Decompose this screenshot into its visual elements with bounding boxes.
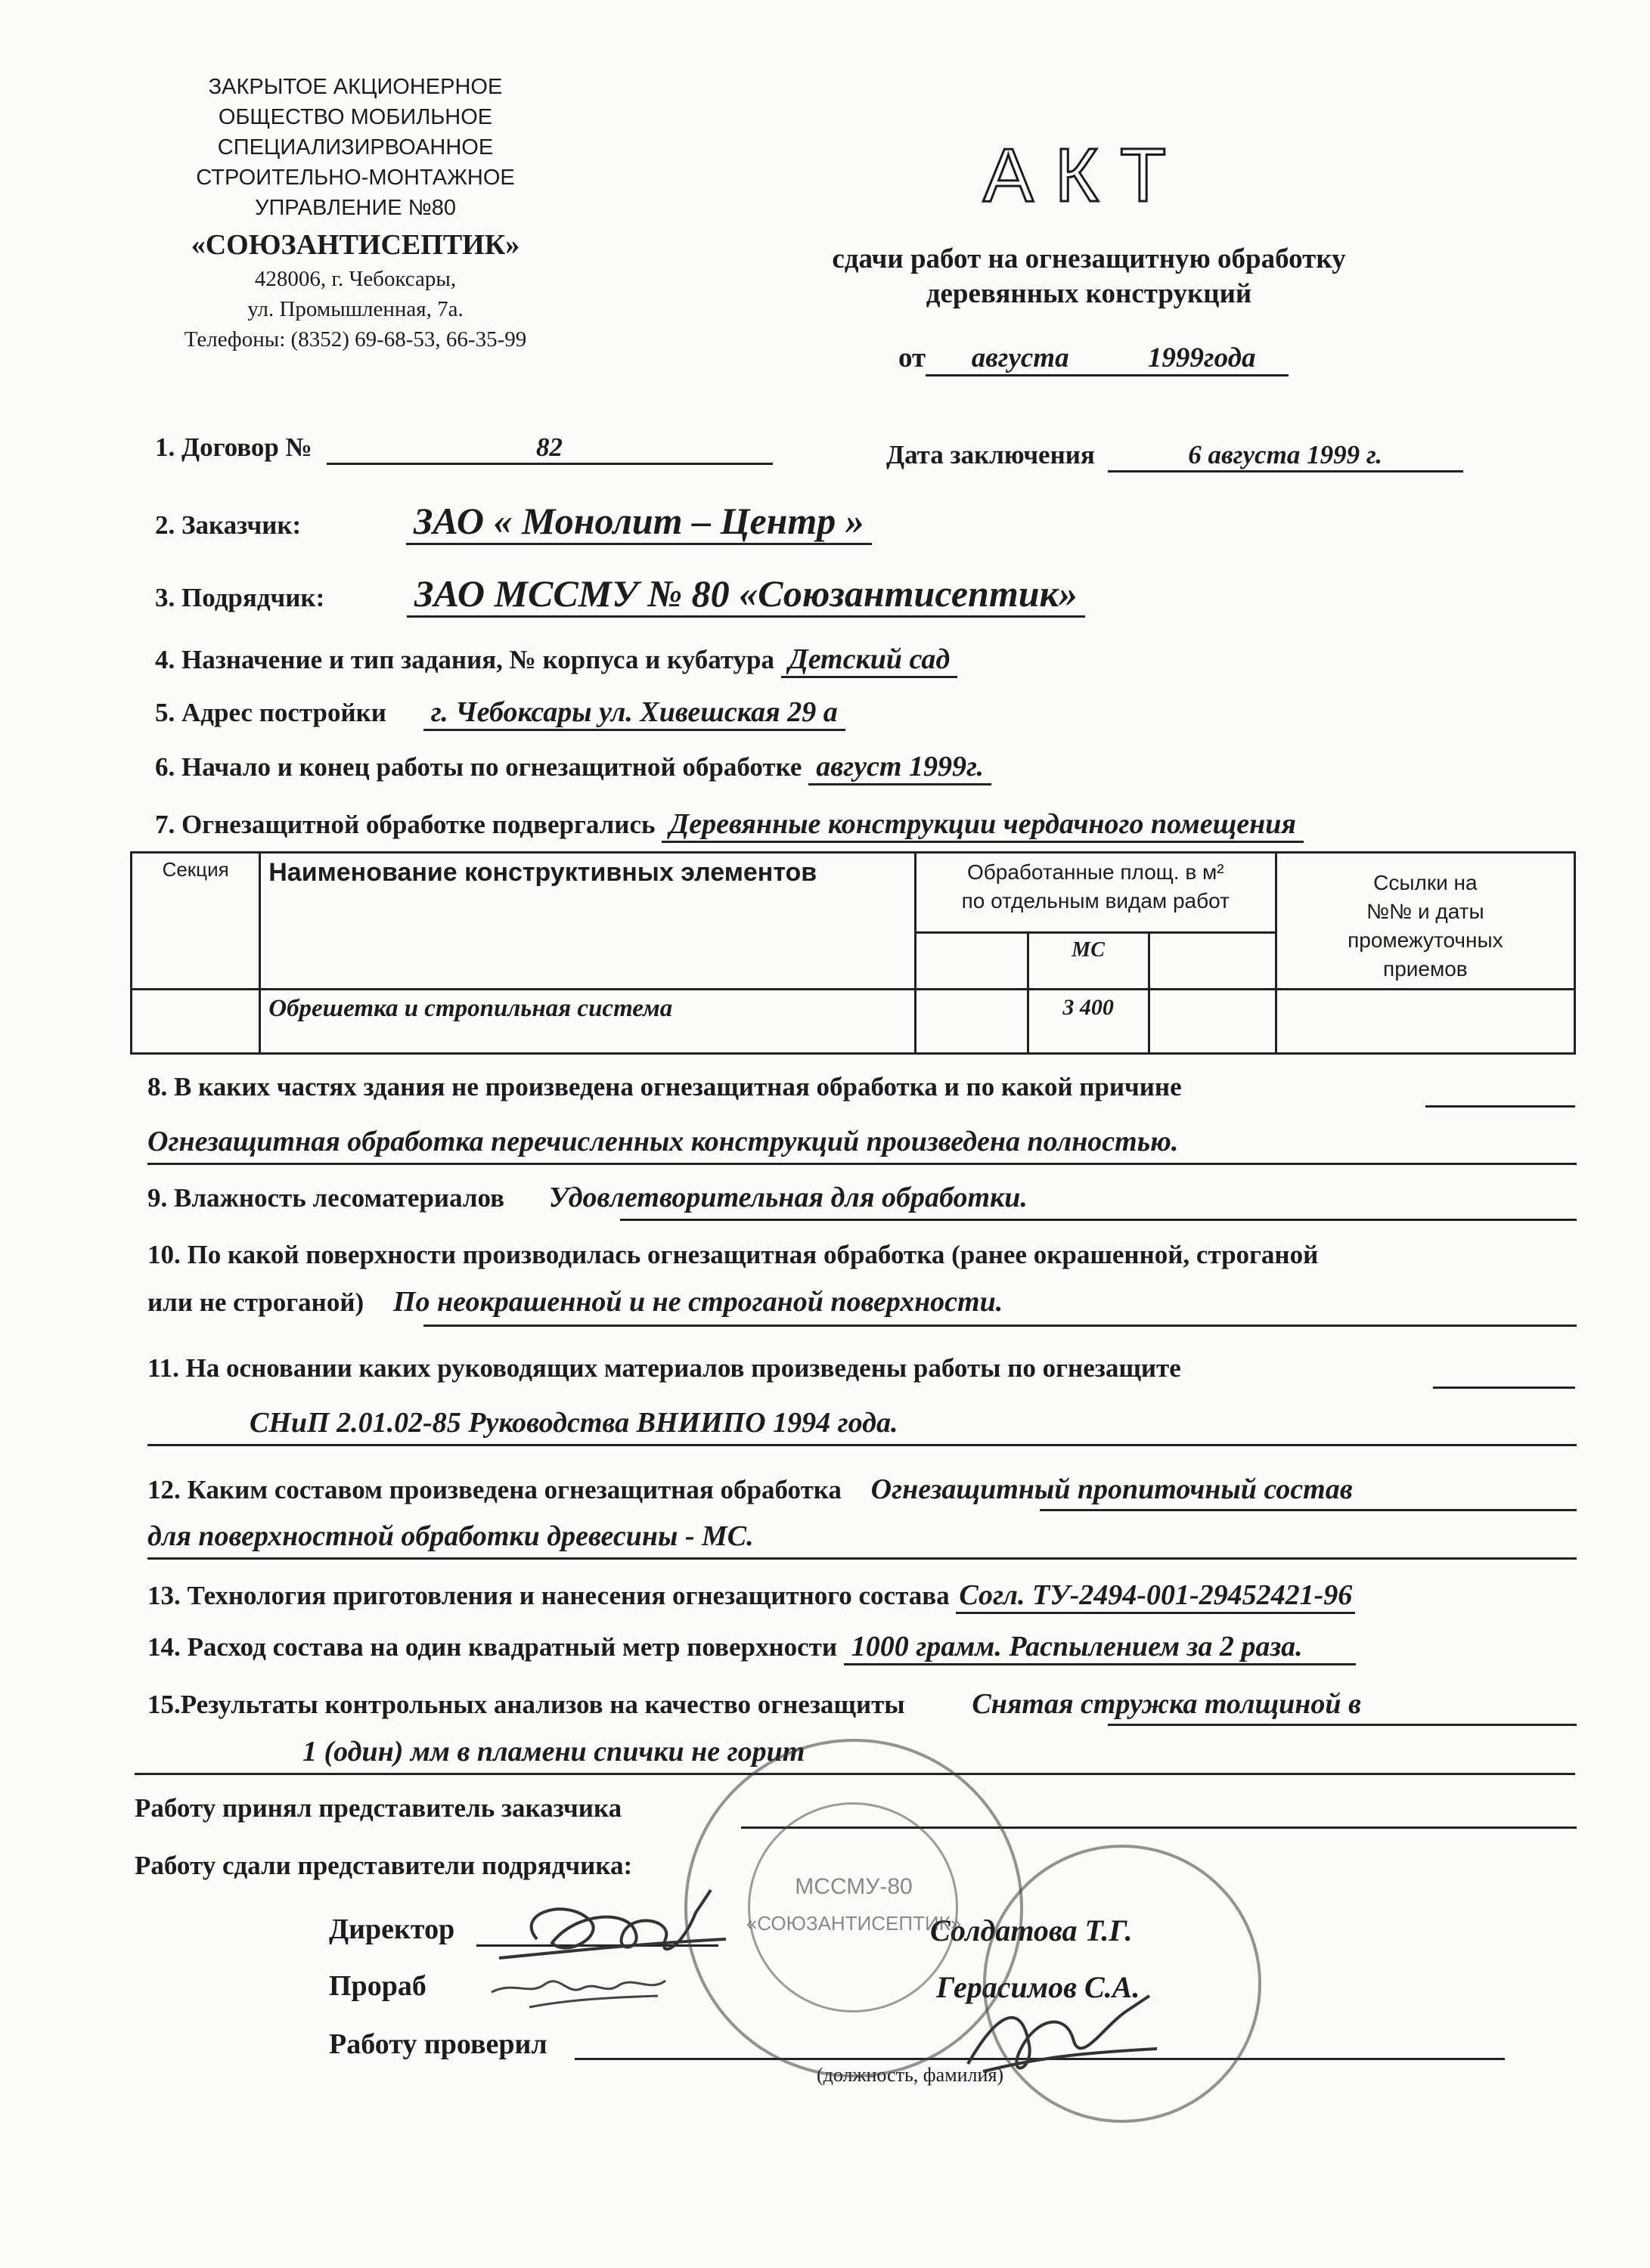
field-results-value: Снятая стружка толщиной в: [972, 1688, 1361, 1720]
row-empty-2: [1149, 990, 1276, 1054]
field-contract-date: [886, 440, 1463, 472]
row-section: [132, 990, 260, 1054]
rule-composition-2: [147, 1557, 1577, 1560]
field-moisture: [147, 1181, 1028, 1214]
rule-results: [1108, 1724, 1577, 1726]
foreman-label: Прораб: [329, 1970, 426, 2002]
field-purpose: [155, 643, 957, 678]
signature-customer: [135, 1793, 622, 1823]
sender-block: [151, 72, 560, 355]
field-consumption-label: 14. Расход состава на один квадратный метр поверхности: [147, 1632, 837, 1662]
field-surface-label: 10. По какой поверхности производилась огнезащитная обработка (ранее окрашенной, строганой: [147, 1240, 1319, 1269]
col-section: Секция: [132, 853, 260, 990]
field-address-label: 5. Адрес постройки: [155, 698, 386, 727]
col-refs: [1276, 853, 1574, 990]
field-treated-label: 7. Огнезащитной обработке подвергались: [155, 810, 656, 839]
field-surface: [147, 1240, 1318, 1270]
foreman-name: Герасимов С.А.: [936, 1970, 1140, 2004]
field-customer-value: ЗАО « Монолит – Центр »: [406, 499, 872, 545]
field-results-label: 15.Результаты контрольных анализов на качество огнезащиты: [147, 1690, 905, 1719]
field-untreated-value: Огнезащитная обработка перечисленных конструкций произведена полностью.: [147, 1126, 1179, 1157]
doc-title: АКТ: [983, 133, 1188, 218]
sender-line-5: УПРАВЛЕНИЕ №80: [255, 196, 456, 220]
position-hint: (должность, фамилия): [817, 2064, 1004, 2086]
organization-stamp: [684, 1739, 1023, 2077]
sender-line-4: СТРОИТЕЛЬНО-МОНТАЖНОЕ: [196, 166, 515, 190]
field-regulations-answer: [250, 1406, 898, 1439]
col-refs-line-1: Ссылки на: [1373, 871, 1478, 894]
field-regulations-label: 11. На основании каких руководящих материалов произведены работы по огнезащите: [147, 1353, 1181, 1383]
field-results-value-2: 1 (один) мм в пламени спички не горит: [302, 1736, 805, 1768]
doc-subtitle-1: сдачи работ на огнезащитную обработку: [832, 243, 1346, 274]
field-results: [147, 1687, 1361, 1721]
field-composition-value-2: для поверхностной обработки древесины - МС.: [147, 1520, 754, 1552]
field-technology-value: Согл. ТУ-2494-001-29452421-96: [956, 1579, 1355, 1614]
sender-line-3: СПЕЦИАЛИЗИРВОАННОЕ: [217, 135, 494, 160]
col-refs-line-2: №№ и даты: [1366, 900, 1484, 923]
stamp-inner-ring: [748, 1802, 958, 2012]
field-consumption: [147, 1630, 1356, 1665]
field-customer: [155, 499, 872, 545]
sub-col-empty-2: [1149, 933, 1276, 990]
rule-moisture: [620, 1219, 1577, 1221]
signature-contractor-label: Работу сдали представители подрядчика:: [135, 1851, 633, 1880]
row-ms-value: 3 400: [1028, 990, 1149, 1054]
field-moisture-label: 9. Влажность лесоматериалов: [147, 1183, 505, 1213]
field-treated: [155, 807, 1304, 843]
field-technology-label: 13. Технология приготовления и нанесения огнезащитного состава: [147, 1581, 950, 1610]
sender-phones: Телефоны: (8352) 69-68-53, 66-35-99: [184, 327, 527, 352]
col-refs-line-3: промежуточных: [1348, 928, 1503, 952]
field-contract-value: 82: [327, 432, 773, 465]
field-composition: [147, 1473, 1353, 1506]
field-surface-value: По неокрашенной и не строганой поверхности.: [392, 1286, 1003, 1318]
field-contractor: [155, 572, 1085, 618]
director-label: Директор: [329, 1913, 455, 1945]
field-untreated-label: 8. В каких частях здания не произведена огнезащитная обработка и по какой причине: [147, 1072, 1182, 1101]
rule-untreated-answer: [147, 1163, 1577, 1165]
inspection-stamp: [983, 1845, 1261, 2123]
field-contractor-label: 3. Подрядчик:: [155, 583, 325, 612]
table-row: [132, 990, 1575, 1054]
col-area: [915, 853, 1276, 933]
sender-address-2: ул. Промышленная, 7а.: [247, 297, 464, 321]
field-address: [155, 696, 845, 731]
stamp-ring-text: «СОЮЗАНТИСЕПТИК»: [746, 1912, 962, 1935]
field-consumption-value: 1000 грамм. Распылением за 2 раза.: [844, 1630, 1356, 1665]
field-purpose-label: 4. Назначение и тип задания, № корпуса и кубатура: [155, 645, 774, 674]
doc-subtitle: [802, 242, 1376, 311]
row-element-name: Обрешетка и стропильная система: [260, 990, 916, 1054]
field-moisture-value: Удовлетворительная для обработки.: [548, 1182, 1028, 1213]
doc-date-prefix: от: [898, 342, 926, 373]
sub-col-ms: МС: [1028, 933, 1149, 990]
field-treated-value: Деревянные конструкции чердачного помещения: [662, 807, 1304, 843]
doc-date: [898, 342, 1289, 376]
sender-line-2: ОБЩЕСТВО МОБИЛЬНОЕ: [218, 105, 493, 129]
field-untreated-answer: [147, 1125, 1178, 1158]
field-technology: [147, 1579, 1355, 1614]
field-regulations: [147, 1353, 1181, 1383]
field-contract-date-value: 6 августа 1999 г.: [1108, 440, 1463, 472]
rule-untreated: [1425, 1105, 1575, 1108]
field-contract-label: 1. Договор №: [155, 432, 312, 462]
col-area-line-1: Обработанные площ. в м²: [966, 860, 1224, 884]
doc-date-month: августа: [926, 342, 1115, 376]
row-empty-1: [915, 990, 1028, 1054]
signature-customer-label: Работу принял представитель заказчика: [135, 1793, 622, 1823]
stamp-center-text: МССМУ-80: [795, 1874, 913, 1899]
field-contract: [155, 432, 773, 465]
sender-name: «СОЮЗАНТИСЕПТИК»: [191, 229, 520, 261]
sender-address-1: 428006, г. Чебоксары,: [254, 267, 457, 291]
checked-label: Работу проверил: [329, 2028, 547, 2060]
row-refs: [1276, 990, 1574, 1054]
field-customer-label: 2. Заказчик:: [155, 510, 302, 540]
rule-regulations: [1433, 1387, 1575, 1389]
field-surface-2: [147, 1285, 1003, 1318]
field-period-label: 6. Начало и конец работы по огнезащитной обработке: [155, 752, 802, 782]
rule-composition: [1040, 1509, 1577, 1511]
signature-foreman: [329, 1969, 426, 2003]
field-results-2: [302, 1735, 805, 1768]
field-composition-label: 12. Каким составом произведена огнезащитная обработка: [147, 1475, 842, 1504]
field-composition-2: [147, 1520, 754, 1553]
field-period-value: август 1999г.: [808, 750, 991, 785]
field-untreated: [147, 1072, 1182, 1102]
field-purpose-value: Детский сад: [781, 643, 958, 678]
foreman-signature-icon: [484, 1950, 681, 2019]
col-area-line-2: по отдельным видам работ: [961, 889, 1230, 912]
works-table: [130, 851, 1576, 1055]
field-address-value: г. Чебоксары ул. Хивешская 29 а: [423, 696, 845, 731]
field-contractor-value: ЗАО МССМУ № 80 «Союзантисептик»: [407, 572, 1085, 618]
field-regulations-value: СНиП 2.01.02-85 Руководства ВНИИПО 1994 года.: [250, 1407, 898, 1439]
sender-line-1: ЗАКРЫТОЕ АКЦИОНЕРНОЕ: [208, 75, 503, 99]
doc-date-year: 1999года: [1115, 342, 1289, 376]
field-contract-date-label: Дата заключения: [886, 440, 1095, 469]
rule-regulations-answer: [147, 1444, 1577, 1446]
doc-subtitle-2: деревянных конструкций: [926, 278, 1252, 309]
col-refs-line-4: приемов: [1383, 957, 1468, 981]
col-element-name: Наименование конструктивных элементов: [260, 853, 916, 990]
rule-surface: [423, 1325, 1577, 1327]
field-period: [155, 750, 991, 785]
signature-director: [329, 1913, 454, 1946]
field-composition-value: Огнезащитный пропиточный состав: [870, 1473, 1353, 1505]
sub-col-empty-1: [915, 933, 1028, 990]
field-surface-label-2: или не строганой): [147, 1287, 364, 1317]
director-name: Солдатова Т.Г.: [930, 1913, 1133, 1947]
